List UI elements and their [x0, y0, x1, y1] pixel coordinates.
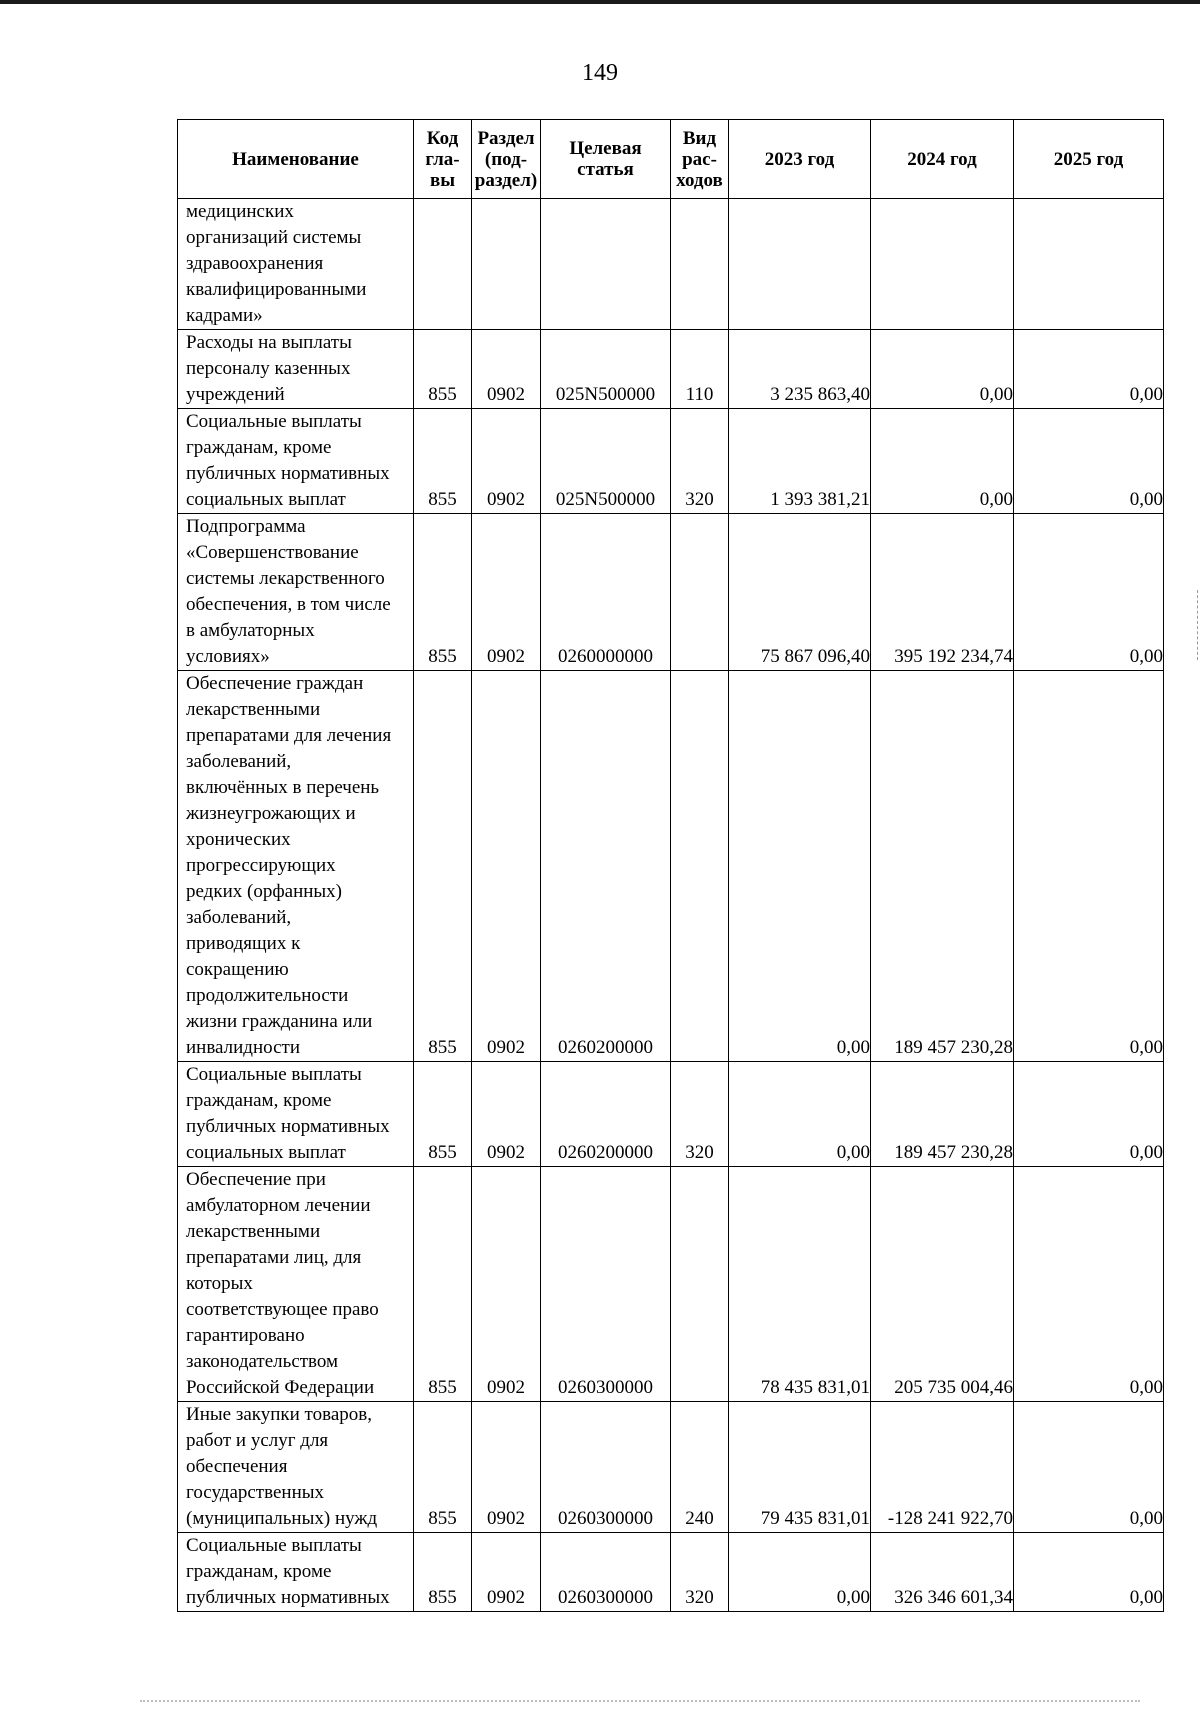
- name-line: гражданам, кроме: [186, 1561, 332, 1582]
- name-line: обеспечения, в том числе: [186, 594, 391, 615]
- amount-2023-cell: [729, 199, 871, 330]
- section-cell: 0902: [472, 671, 541, 1062]
- name-line: препаратами для лечения: [186, 725, 392, 746]
- name-line: прогрессирующих: [186, 855, 336, 876]
- amount-2023-cell: 0,00: [729, 671, 871, 1062]
- name-line: «Совершенствование: [186, 542, 359, 563]
- budget-table: [177, 119, 1164, 1612]
- name-line: гражданам, кроме: [186, 1090, 332, 1111]
- scan-bottom-artifact: [140, 1700, 1140, 1704]
- name-cell: [178, 1533, 414, 1612]
- name-cell: [178, 330, 414, 409]
- name-line: включённых в перечень: [186, 777, 380, 798]
- header-target-line: статья: [577, 159, 634, 180]
- budget-table-container: [177, 119, 1163, 1612]
- table-header-row: [178, 120, 1164, 199]
- name-line: в амбулаторных: [186, 620, 315, 641]
- header-section-line: раздел): [474, 169, 538, 191]
- amount-2025-cell: 0,00: [1014, 514, 1164, 671]
- amount-2024-cell: [871, 199, 1014, 330]
- target-article-cell: 025N500000: [541, 409, 671, 514]
- amount-2025-cell: 0,00: [1014, 1062, 1164, 1167]
- name-line: условиях»: [186, 646, 270, 667]
- expense-type-cell: [671, 514, 729, 671]
- name-line: сокращению: [186, 959, 289, 980]
- amount-2025-cell: 0,00: [1014, 330, 1164, 409]
- section-cell: 0902: [472, 1062, 541, 1167]
- amount-2025-cell: [1014, 199, 1164, 330]
- name-line: препаратами лиц, для: [186, 1247, 362, 1268]
- name-cell: [178, 1062, 414, 1167]
- target-article-cell: 0260000000: [541, 514, 671, 671]
- name-line: кадрами»: [186, 305, 263, 326]
- name-line: соответствующее право: [186, 1299, 379, 1320]
- name-line: социальных выплат: [186, 489, 346, 510]
- name-line: Расходы на выплаты: [186, 332, 352, 353]
- header-name: Наименование: [178, 120, 414, 199]
- amount-2025-cell: 0,00: [1014, 671, 1164, 1062]
- name-line: публичных нормативных: [186, 1587, 390, 1608]
- name-line: медицинских: [186, 201, 294, 222]
- name-line: которых: [186, 1273, 253, 1294]
- header-2025: 2025 год: [1014, 120, 1164, 199]
- name-line: системы лекарственного: [186, 568, 385, 589]
- amount-2024-cell: 395 192 234,74: [871, 514, 1014, 671]
- name-cell: [178, 409, 414, 514]
- name-line: законодательством: [186, 1351, 339, 1372]
- code-cell: 855: [414, 409, 472, 514]
- header-code: [414, 120, 472, 199]
- amount-2024-cell: 205 735 004,46: [871, 1167, 1014, 1402]
- name-cell: [178, 1402, 414, 1533]
- target-article-cell: 0260300000: [541, 1167, 671, 1402]
- table-row: [178, 199, 1164, 330]
- amount-2025-cell: 0,00: [1014, 409, 1164, 514]
- name-line: обеспечения: [186, 1456, 288, 1477]
- section-cell: 0902: [472, 1167, 541, 1402]
- header-target-line: Целевая: [569, 138, 642, 159]
- expense-type-cell: 320: [671, 409, 729, 514]
- header-section-line: Раздел: [477, 127, 535, 149]
- table-row: [178, 671, 1164, 1062]
- name-cell: [178, 199, 414, 330]
- amount-2023-cell: 3 235 863,40: [729, 330, 871, 409]
- code-cell: 855: [414, 671, 472, 1062]
- name-line: Обеспечение граждан: [186, 673, 364, 694]
- header-2024: 2024 год: [871, 120, 1014, 199]
- name-line: редких (орфанных): [186, 881, 342, 902]
- name-line: амбулаторном лечении: [186, 1195, 371, 1216]
- table-row: [178, 1533, 1164, 1612]
- header-target: [541, 120, 671, 199]
- header-expense-type-line: рас-: [682, 148, 717, 170]
- amount-2023-cell: 1 393 381,21: [729, 409, 871, 514]
- section-cell: 0902: [472, 330, 541, 409]
- header-expense-type: [671, 120, 729, 199]
- expense-type-cell: [671, 1167, 729, 1402]
- name-line: квалифицированными: [186, 279, 367, 300]
- amount-2023-cell: 75 867 096,40: [729, 514, 871, 671]
- name-line: гарантировано: [186, 1325, 305, 1346]
- name-cell: [178, 514, 414, 671]
- name-line: лекарственными: [186, 699, 321, 720]
- name-line: публичных нормативных: [186, 1116, 390, 1137]
- code-cell: 855: [414, 1167, 472, 1402]
- name-line: приводящих к: [186, 933, 301, 954]
- expense-type-cell: 320: [671, 1062, 729, 1167]
- name-line: учреждений: [186, 384, 285, 405]
- header-expense-type-line: Вид: [682, 127, 717, 149]
- name-line: здравоохранения: [186, 253, 324, 274]
- amount-2025-cell: 0,00: [1014, 1533, 1164, 1612]
- target-article-cell: 0260200000: [541, 1062, 671, 1167]
- header-code-line: вы: [429, 169, 456, 191]
- header-section-line: (под-: [484, 148, 528, 170]
- target-article-cell: 0260300000: [541, 1402, 671, 1533]
- table-row: [178, 1062, 1164, 1167]
- expense-type-cell: [671, 671, 729, 1062]
- amount-2024-cell: 0,00: [871, 409, 1014, 514]
- name-line: Социальные выплаты: [186, 411, 362, 432]
- section-cell: 0902: [472, 1402, 541, 1533]
- table-row: [178, 1402, 1164, 1533]
- amount-2023-cell: 78 435 831,01: [729, 1167, 871, 1402]
- table-row: [178, 1167, 1164, 1402]
- name-line: хронических: [186, 829, 291, 850]
- expense-type-cell: 320: [671, 1533, 729, 1612]
- code-cell: [414, 199, 472, 330]
- target-article-cell: 0260300000: [541, 1533, 671, 1612]
- header-2023: 2023 год: [729, 120, 871, 199]
- code-cell: 855: [414, 1062, 472, 1167]
- name-line: инвалидности: [186, 1037, 301, 1058]
- name-line: жизнеугрожающих и: [186, 803, 356, 824]
- section-cell: 0902: [472, 514, 541, 671]
- scan-top-edge: [0, 0, 1200, 4]
- section-cell: [472, 199, 541, 330]
- target-article-cell: 025N500000: [541, 330, 671, 409]
- amount-2024-cell: 0,00: [871, 330, 1014, 409]
- name-line: Социальные выплаты: [186, 1535, 362, 1556]
- code-cell: 855: [414, 1402, 472, 1533]
- name-line: лекарственными: [186, 1221, 321, 1242]
- section-cell: 0902: [472, 1533, 541, 1612]
- name-line: персоналу казенных: [186, 358, 351, 379]
- name-line: Российской Федерации: [186, 1377, 375, 1398]
- amount-2024-cell: 189 457 230,28: [871, 671, 1014, 1062]
- name-line: государственных: [186, 1482, 325, 1503]
- amount-2025-cell: 0,00: [1014, 1402, 1164, 1533]
- name-line: заболеваний,: [186, 751, 292, 772]
- expense-type-cell: 240: [671, 1402, 729, 1533]
- table-row: [178, 330, 1164, 409]
- amount-2023-cell: 0,00: [729, 1533, 871, 1612]
- amount-2025-cell: 0,00: [1014, 1167, 1164, 1402]
- name-line: Иные закупки товаров,: [186, 1404, 372, 1425]
- amount-2023-cell: 79 435 831,01: [729, 1402, 871, 1533]
- header-expense-type-line: ходов: [676, 169, 723, 191]
- name-line: Обеспечение при: [186, 1169, 326, 1190]
- name-line: публичных нормативных: [186, 463, 390, 484]
- target-article-cell: 0260200000: [541, 671, 671, 1062]
- code-cell: 855: [414, 514, 472, 671]
- name-line: гражданам, кроме: [186, 437, 332, 458]
- name-line: работ и услуг для: [186, 1430, 329, 1451]
- name-line: социальных выплат: [186, 1142, 346, 1163]
- name-line: организаций системы: [186, 227, 362, 248]
- code-cell: 855: [414, 330, 472, 409]
- expense-type-cell: [671, 199, 729, 330]
- expense-type-cell: 110: [671, 330, 729, 409]
- header-code-line: гла-: [425, 148, 460, 170]
- amount-2023-cell: 0,00: [729, 1062, 871, 1167]
- target-article-cell: [541, 199, 671, 330]
- page-number: 149: [582, 60, 618, 86]
- name-line: Социальные выплаты: [186, 1064, 362, 1085]
- name-cell: [178, 671, 414, 1062]
- table-body: [178, 199, 1164, 1612]
- header-section: [472, 120, 541, 199]
- name-line: жизни гражданина или: [186, 1011, 373, 1032]
- amount-2024-cell: 326 346 601,34: [871, 1533, 1014, 1612]
- name-line: продолжительности: [186, 985, 349, 1006]
- header-code-line: Код: [426, 127, 459, 149]
- amount-2024-cell: -128 241 922,70: [871, 1402, 1014, 1533]
- table-row: [178, 409, 1164, 514]
- name-cell: [178, 1167, 414, 1402]
- amount-2024-cell: 189 457 230,28: [871, 1062, 1014, 1167]
- section-cell: 0902: [472, 409, 541, 514]
- name-line: Подпрограмма: [186, 516, 306, 537]
- name-line: заболеваний,: [186, 907, 292, 928]
- code-cell: 855: [414, 1533, 472, 1612]
- table-row: [178, 514, 1164, 671]
- name-line: (муниципальных) нужд: [186, 1508, 378, 1529]
